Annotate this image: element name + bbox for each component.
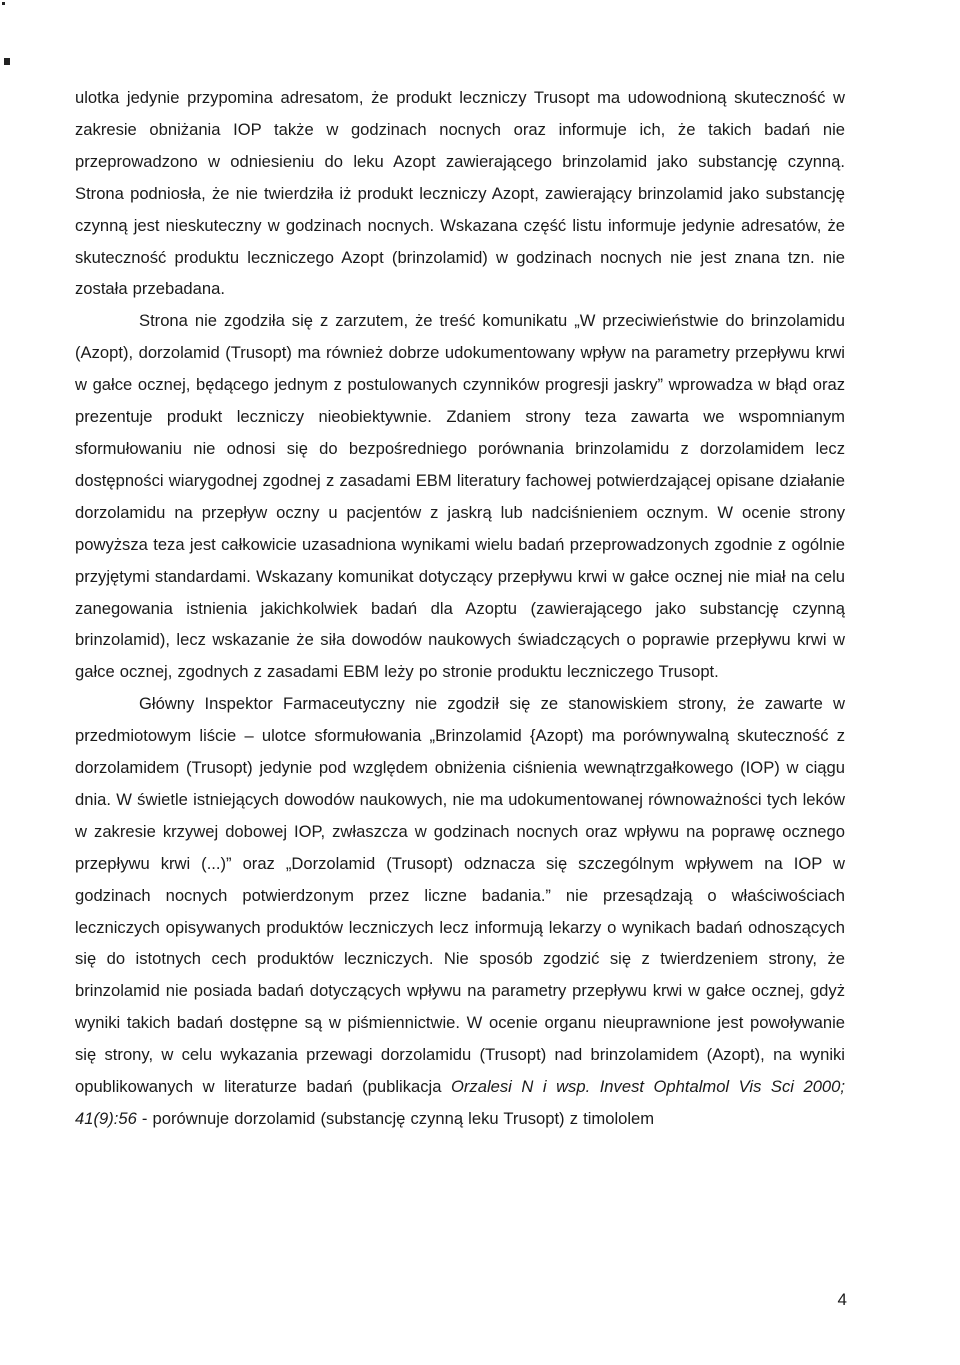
citation-italic: Orzalesi N i wsp. Invest Ophtalmol Vis Sci 2000; 41(9):56: [75, 1077, 846, 1128]
paragraph-text: Główny Inspektor Farmaceutyczny nie zgodził się ze stanowiskiem strony, że zawarte w przedmiotowym liście – ulotce sformułowania „Brinzolamid {Azopt) ma porównywalną skuteczność z dorzolamidem (Trusopt) jedynie pod względem obniżenia ciśnienia wewnątrzgałkowego (IOP) w ciągu dnia. W świetle istniejących dowodów naukowych, nie ma udokumentowanej równoważności tych leków w zakresie krzywej dobowej IOP, zwłaszcza w godzinach nocnych oraz wpływu na poprawę ocznego przepływu krwi (...)” oraz „Dorzolamid (Trusopt) odznacza się szczególnym wpływem na IOP w godzinach nocnych potwierdzonym przez liczne badania.” nie przesądzają o właściwościach leczniczych opisywanych produktów leczniczych lecz informują lekarzy o wynikach badań odnoszących się do istotnych cech produktów leczniczych. Nie sposób zgodzić się z twierdzeniem strony, że brinzolamid nie posiada badań dotyczących wpływu na parametry przepływu krwi w gałce ocznej, gdyż wyniki takich badań dostępne są w piśmiennictwie. W ocenie organu nieuprawnione jest powoływanie się strony, w celu wykazania przewagi dorzolamidu (Trusopt) nad brinzolamidem (Azopt), na wyniki opublikowanych w literaturze badań (publikacja: [75, 694, 845, 1097]
paragraph-text-continued: - porównuje dorzolamid (substancję czynną leku Trusopt) z timololem: [136, 1109, 655, 1128]
scan-artifact: [4, 58, 10, 65]
document-body: [75, 82, 845, 1135]
page-number: 4: [837, 1290, 847, 1309]
paragraph-text: ulotka jedynie przypomina adresatom, że produkt leczniczy Trusopt ma udowodnioną skuteczność w zakresie obniżania IOP także w godzinach nocnych oraz informuje ich, że takich badań nie przeprowadzono w odniesieniu do leku Azopt zawierającego brinzolamid jako substancję czynną. Strona podniosła, że nie twierdziła iż produkt leczniczy Azopt, zawierający brinzolamid jako substancję czynną jest nieskuteczny w godzinach nocnych. Wskazana część listu informuje jedynie adresatów, że skuteczność produktu leczniczego Azopt (brinzolamid) w godzinach nocnych nie jest znana tzn. nie została przebadana.: [75, 88, 845, 299]
paragraph-1: [75, 82, 845, 305]
paragraph-text: Strona nie zgodziła się z zarzutem, że treść komunikatu „W przeciwieństwie do brinzolamidu (Azopt), dorzolamid (Trusopt) ma również dobrze udokumentowany wpływ na parametry przepływu krwi w gałce ocznej, będącego jednym z postulowanych czynników progresji jaskry” wprowadza w błąd oraz prezentuje produkt leczniczy nieobiektywnie. Zdaniem strony teza zawarta we wspomnianym sformułowaniu nie odnosi się do bezpośredniego porównania brinzolamidu z dorzolamidem lecz dostępności wiarygodnej zgodnej z zasadami EBM literatury fachowej potwierdzającej opisane działanie dorzolamidu na przepływ oczny u pacjentów z jaskrą lub nadciśnieniem ocznym. W ocenie strony powyższa teza jest całkowicie uzasadniona wynikami wielu badań przeprowadzonych zgodnie z ogólnie przyjętymi standardami. Wskazany komunikat dotyczący przepływu krwi w gałce ocznej nie miał na celu zanegowania istnienia jakichkolwiek badań dla Azoptu (zawierającego jako substancję czynną brinzolamid), lecz wskazanie że siła dowodów naukowych świadczących o poprawie przepływu krwi w gałce ocznej, zgodnych z zasadami EBM leży po stronie produktu leczniczego Trusopt.: [75, 311, 845, 682]
paragraph-3: [75, 688, 845, 1135]
scan-artifact: [2, 2, 5, 5]
paragraph-2: [75, 305, 845, 688]
